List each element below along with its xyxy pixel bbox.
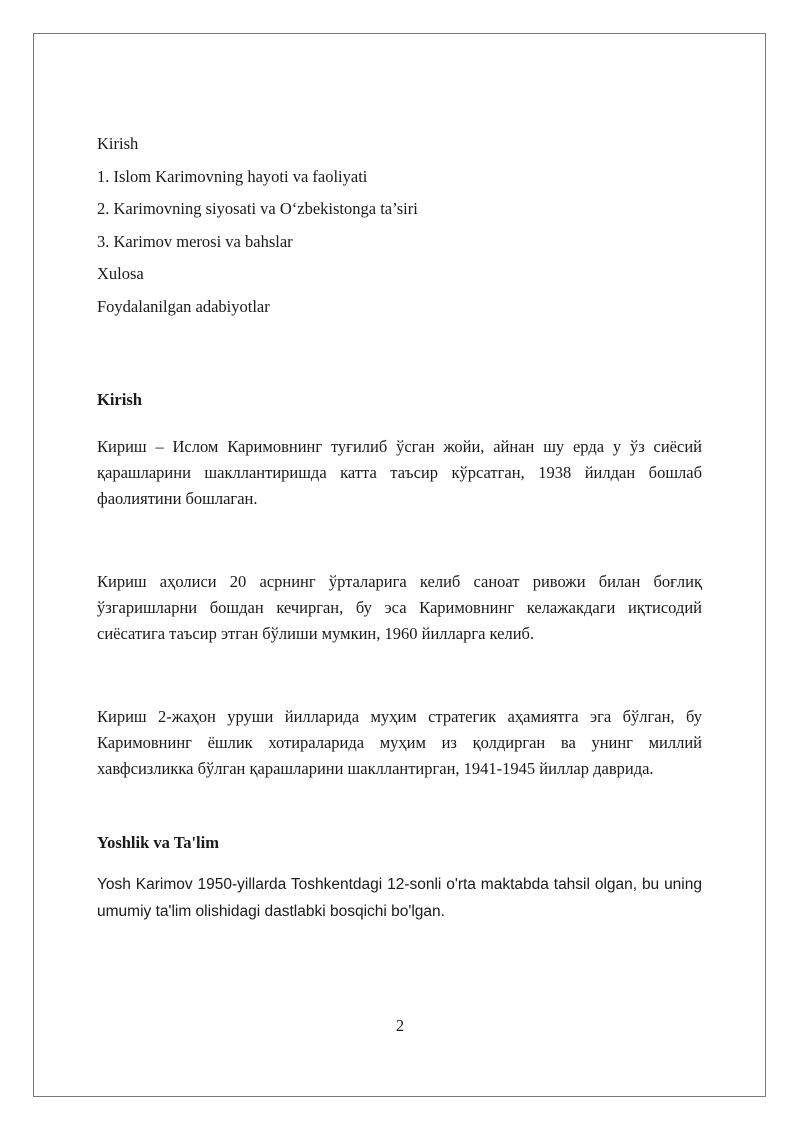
section-heading-kirish: Kirish bbox=[97, 390, 142, 409]
toc-item: 2. Karimovning siyosati va O‘zbekistonga ta’siri bbox=[97, 199, 418, 218]
toc-item: Kirish bbox=[97, 134, 139, 153]
paragraph: Кириш – Ислом Каримовнинг туғилиб ўсган жойи, айнан шу ерда у ўз сиёсий қарашларини шакллантиришда катта таъсир кўрсатган, 1938 йилдан бошлаб фаолиятини бошлаган. bbox=[97, 437, 702, 508]
toc-item: 1. Islom Karimovning hayoti va faoliyati bbox=[97, 166, 368, 186]
table-of-contents bbox=[97, 128, 702, 323]
toc-item: Xulosa bbox=[97, 264, 144, 283]
toc-item: 3. Karimov merosi va bahslar bbox=[97, 231, 293, 251]
page-number: 2 bbox=[395, 1016, 405, 1035]
paragraph: Кириш 2-жаҳон уруши йилларида муҳим стратегик аҳамиятга эга бўлган, бу Каримовнинг ёшлик хотираларида муҳим из қолдирган ва унинг миллий хавфсизликка бўлган қарашларини шакллантирган, 1941-1945 йиллар даврида. bbox=[97, 707, 702, 778]
paragraph: Кириш аҳолиси 20 асрнинг ўрталарига келиб саноат ривожи билан боғлиқ ўзгаришларни бошдан кечирган, бу эса Каримовнинг келажакдаги иқтисодий сиёсатига таъсир этган бўлиши мумкин, 1960 йилларга келиб. bbox=[97, 572, 702, 643]
section-heading-yoshlik: Yoshlik va Ta'lim bbox=[97, 833, 219, 852]
paragraph: Yosh Karimov 1950-yillarda Toshkentdagi 12-sonli o'rta maktabda tahsil olgan, bu uning umumiy ta'lim olishidagi dastlabki bosqichi bo'lgan. bbox=[97, 876, 702, 920]
document-body bbox=[97, 128, 702, 925]
toc-item: Foydalanilgan adabiyotlar bbox=[97, 296, 270, 316]
